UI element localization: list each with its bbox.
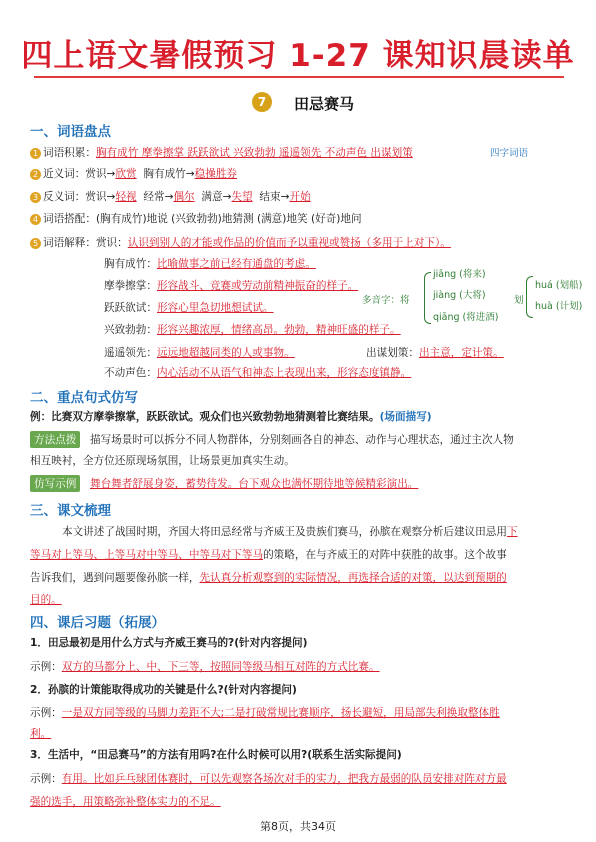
lesson-number-badge: 7 — [252, 92, 272, 112]
summary-line3: 告诉我们，遇到问题要像孙膑一样，先认真分析观察到的实际情况，再选择合适的对策，以达到预期的 — [30, 572, 507, 584]
example-sentence: 例：比赛双方摩拳擦掌，跃跃欲试。观众们也兴致勃勃地猜测着比赛结果。(场面描写) — [30, 411, 432, 423]
explanation-row: 遥遥领先：远远地超越同类的人或事物。 — [104, 347, 295, 359]
section-heading-vocab: 一、词语盘点 — [30, 124, 111, 140]
summary-line4: 目的。 — [30, 594, 62, 606]
brace-hua — [526, 276, 533, 318]
answer-1: 示例：双方的马都分上、中、下三等，按照同等级马相互对阵的方式比赛。 — [30, 661, 380, 673]
method-text-line2: 相互映衬，全方位还原现场氛围，让场景更加真实生动。 — [30, 455, 295, 467]
demo-text: 舞台舞者舒展身姿，蓄势待发。台下观众也满怀期待地等候精彩演出。 — [90, 478, 419, 490]
explanation-row: 摩拳擦掌：形容战斗、竞赛或劳动前精神振奋的样子。 — [104, 280, 359, 292]
section-heading-exercises: 四、课后习题（拓展） — [30, 615, 165, 631]
demo-tag: 仿写示例 — [30, 475, 80, 492]
four-char-words: 胸有成竹 摩拳擦掌 跃跃欲试 兴致勃勃 遥遥领先 不动声色 出谋划策 — [95, 147, 413, 159]
number-5-icon: 5 — [30, 238, 41, 249]
pinyin-jiang-3: qiāng (将进酒) — [433, 312, 499, 323]
method-tag: 方法点拨 — [30, 431, 80, 448]
pinyin-jiang-2: jiàng (大将) — [433, 290, 486, 301]
answer-3-line1: 示例：有用。比如乒乓球团体赛时，可以先观察各场次对手的实力，把我方最弱的队员安排对阵对方最 — [30, 773, 507, 785]
question-1: 1．田忌最初是用什么方式与齐威王赛马的?(针对内容提问) — [30, 637, 308, 649]
polyphone-label-hua: 划 — [514, 295, 524, 306]
explanation-row: 兴致勃勃：形容兴趣浓厚，情绪高昂。勃勃，精神旺盛的样子。 — [104, 324, 401, 336]
question-2: 2．孙膑的计策能取得成功的关键是什么?(针对内容提问) — [30, 684, 297, 696]
polyphone-label-jiang: 多音字：将 — [362, 295, 410, 306]
explanation-row: 胸有成竹：比喻做事之前已经有通盘的考虑。 — [104, 258, 316, 270]
pinyin-hua-1: huá (划船) — [535, 280, 583, 291]
four-char-note: 四字词语 — [490, 148, 529, 159]
method-text-line1: 描写场景时可以拆分不同人物群体，分别刻画各自的神态、动作与心理状态，通过主次人物 — [90, 434, 514, 446]
pinyin-hua-2: huà (计划) — [535, 301, 583, 312]
question-3: 3．生活中，“田忌赛马”的方法有用吗?在什么时候可以用?(联系生活实际提问) — [30, 749, 402, 761]
page-title: 四上语文暑假预习 1-27 课知识晨读单 — [21, 38, 575, 74]
pinyin-jiang-1: jiāng (将来) — [433, 269, 486, 280]
vocab-row-collocations: 4 词语搭配：(胸有成竹)地说 (兴致勃勃)地猜测 (满意)地笑 (好奇)地问 — [30, 212, 362, 226]
number-3-icon: 3 — [30, 192, 41, 203]
page-number: 第8页，共34页 — [260, 820, 336, 833]
lesson-title: 田忌赛马 — [294, 95, 355, 113]
answer-3-line2: 强的选手，用策略弥补整体实力的不足。 — [30, 796, 221, 808]
explanation-row: 出谋划策：出主意，定计策。 — [366, 347, 504, 359]
vocab-row-accumulate — [30, 146, 413, 160]
summary-line1: 本文讲述了战国时期，齐国大将田忌经常与齐威王及贵族们赛马，孙膑在观察分析后建议田忌用下 — [62, 526, 518, 538]
title-underline — [34, 76, 564, 78]
answer-2-line2: 利。 — [30, 728, 52, 740]
brace-jiang — [424, 272, 431, 324]
number-4-icon: 4 — [30, 214, 41, 225]
vocab-row-explanations: 5 词语解释：赏识：认识到别人的才能或作品的价值而予以重视或赞扬（多用于上对下）。 — [30, 236, 451, 250]
answer-2-line1: 示例：一是双方同等级的马脚力差距不大;二是打破常规比赛顺序，扬长避短，用局部失利换取整体胜 — [30, 707, 500, 719]
explanation-row: 不动声色：内心活动不从语气和神态上表现出来，形容态度镇静。 — [104, 367, 412, 379]
number-2-icon: 2 — [30, 169, 41, 180]
section-heading-sentence: 二、重点句式仿写 — [30, 390, 138, 406]
explanation-row: 跃跃欲试：形容心里急切地想试试。 — [104, 302, 274, 314]
row-label: 词语积累： — [43, 147, 96, 159]
section-heading-text: 三、课文梳理 — [30, 503, 111, 519]
vocab-row-synonyms: 2 近义词：赏识→欣赏 胸有成竹→稳操胜券 — [30, 167, 237, 181]
summary-line2: 等马对上等马、上等马对中等马、中等马对下等马的策略，在与齐威王的对阵中获胜的故事。这个故事 — [30, 549, 507, 561]
vocab-row-antonyms: 3 反义词：赏识→轻视 经常→偶尔 满意→失望 结束→开始 — [30, 190, 311, 204]
number-1-icon: 1 — [30, 148, 41, 159]
